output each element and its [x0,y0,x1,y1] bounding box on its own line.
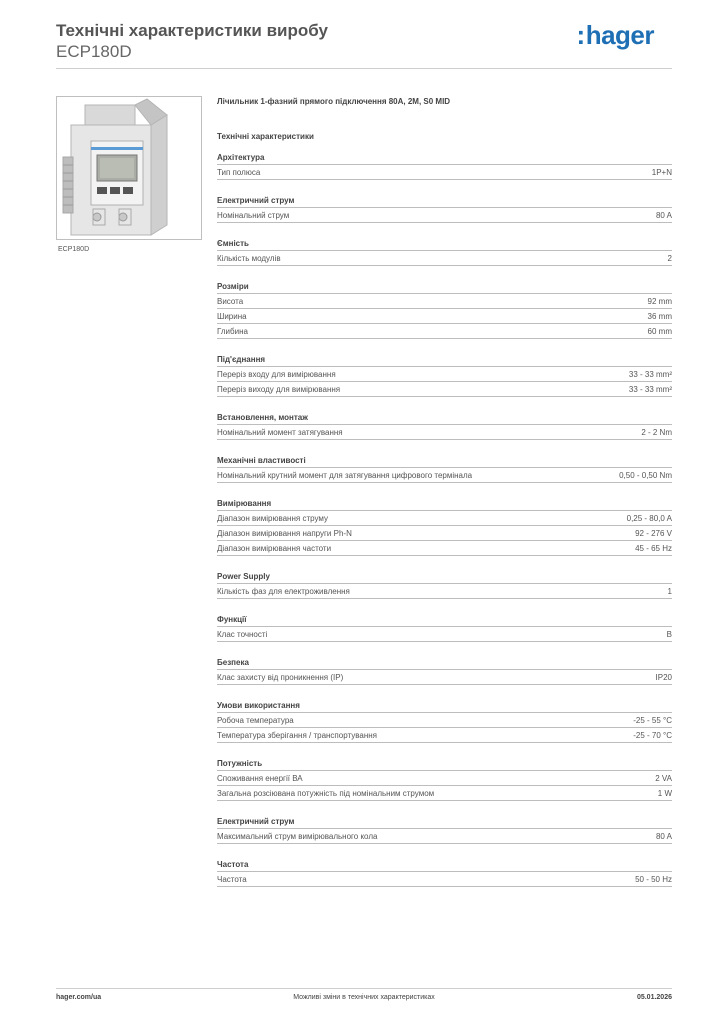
spec-value: 36 mm [647,312,672,321]
spec-value: 2 VA [655,774,672,783]
spec-value: 1P+N [651,168,672,177]
spec-row [217,309,672,324]
spec-value: 60 mm [647,327,672,336]
spec-value: IP20 [655,673,672,682]
spec-row [217,627,672,642]
product-description: Лічильник 1-фазний прямого підключення 80A, 2M, S0 MID [217,97,451,106]
specs-heading: Технічні характеристики [217,132,314,141]
spec-value: 45 - 65 Hz [635,544,672,553]
spec-group-title: Механічні властивості [217,455,672,468]
spec-value: 1 [667,587,672,596]
spec-group-title: Потужність [217,758,672,771]
header-divider [56,68,672,69]
spec-label: Загальна розсіювана потужність під номінальним струмом [217,789,435,798]
footer-note: Можливі зміни в технічних характеристиках [293,994,435,1001]
spec-group-title: Електричний струм [217,816,672,829]
spec-group [217,657,672,685]
spec-label: Діапазон вимірювання струму [217,514,328,523]
spec-value: 80 A [655,211,672,220]
spec-value: 50 - 50 Hz [635,875,672,884]
footer-divider [56,988,672,989]
spec-row [217,872,672,887]
spec-group-title: Частота [217,859,672,872]
spec-value: -25 - 55 °C [633,716,672,725]
spec-group [217,859,672,887]
spec-group [217,455,672,483]
spec-row [217,208,672,223]
footer-website: hager.com/ua [56,994,102,1001]
spec-label: Температура зберігання / транспортування [217,731,378,740]
spec-group [217,152,672,180]
spec-value: -25 - 70 °C [633,731,672,740]
spec-label: Переріз виходу для вимірювання [217,385,341,394]
spec-row [217,367,672,382]
spec-value: 33 - 33 mm² [628,370,672,379]
spec-group [217,238,672,266]
spec-label: Частота [217,875,247,884]
spec-label: Кількість модулів [217,254,281,263]
spec-group-title: Встановлення, монтаж [217,412,672,425]
spec-value: 1 W [657,789,672,798]
spec-group-title: Безпека [217,657,672,670]
spec-group-title: Функції [217,614,672,627]
product-reference: ECP180D [56,42,132,61]
spec-label: Кількість фаз для електроживлення [217,587,350,596]
spec-group [217,614,672,642]
spec-row [217,382,672,397]
product-image-caption: ECP180D [58,246,90,253]
page-title: Технічні характеристики виробу [56,21,328,40]
spec-group [217,354,672,397]
spec-label: Висота [217,297,244,306]
spec-label: Тип полюса [217,168,261,177]
spec-label: Глибина [217,327,248,336]
specifications-section [217,96,672,887]
spec-value: 2 [667,254,672,263]
spec-value: B [666,630,672,639]
spec-row [217,584,672,599]
spec-group-title: Архітектура [217,152,672,165]
hager-logo: :hager [576,20,654,50]
spec-group [217,195,672,223]
spec-label: Номінальний крутний момент для затягування цифрового термінала [217,471,473,480]
spec-value: 92 - 276 V [635,529,672,538]
spec-value: 2 - 2 Nm [641,428,672,437]
spec-group [217,412,672,440]
spec-row [217,713,672,728]
spec-group [217,281,672,339]
energy-meter-illustration [57,97,201,239]
spec-group [217,571,672,599]
spec-label: Ширина [217,312,247,321]
spec-group-title: Під'єднання [217,354,672,367]
spec-group [217,498,672,556]
spec-label: Діапазон вимірювання частоти [217,544,332,553]
spec-group-title: Вимірювання [217,498,672,511]
spec-groups [217,152,672,887]
spec-row [217,468,672,483]
spec-label: Клас точності [217,630,268,639]
spec-label: Клас захисту від проникнення (IP) [217,673,344,682]
spec-row [217,670,672,685]
spec-value: 80 A [655,832,672,841]
spec-row [217,511,672,526]
spec-group-title: Ємність [217,238,672,251]
spec-row [217,786,672,801]
spec-row [217,251,672,266]
spec-label: Діапазон вимірювання напруги Ph-N [217,529,352,538]
spec-label: Переріз входу для вимірювання [217,370,336,379]
spec-group [217,816,672,844]
spec-row [217,541,672,556]
spec-row [217,728,672,743]
spec-group [217,700,672,743]
spec-label: Номінальний момент затягування [217,428,343,437]
spec-group [217,758,672,801]
spec-row [217,324,672,339]
spec-row [217,165,672,180]
spec-group-title: Електричний струм [217,195,672,208]
spec-group-title: Розміри [217,281,672,294]
spec-label: Максимальний струм вимірювального кола [217,832,378,841]
logo-text: hager [585,20,654,50]
spec-value: 0,25 - 80,0 A [626,514,672,523]
spec-row [217,294,672,309]
product-image [56,96,202,240]
spec-label: Робоча температура [217,716,294,725]
spec-row [217,829,672,844]
spec-value: 92 mm [647,297,672,306]
spec-group-title: Умови використання [217,700,672,713]
spec-row [217,425,672,440]
spec-group-title: Power Supply [217,571,672,584]
spec-value: 0,50 - 0,50 Nm [619,471,672,480]
spec-row [217,771,672,786]
spec-label: Споживання енергії ВА [217,774,303,783]
spec-label: Номінальний струм [217,211,290,220]
spec-value: 33 - 33 mm² [628,385,672,394]
footer-date: 05.01.2026 [636,994,672,1001]
spec-row [217,526,672,541]
document-header [56,20,672,68]
